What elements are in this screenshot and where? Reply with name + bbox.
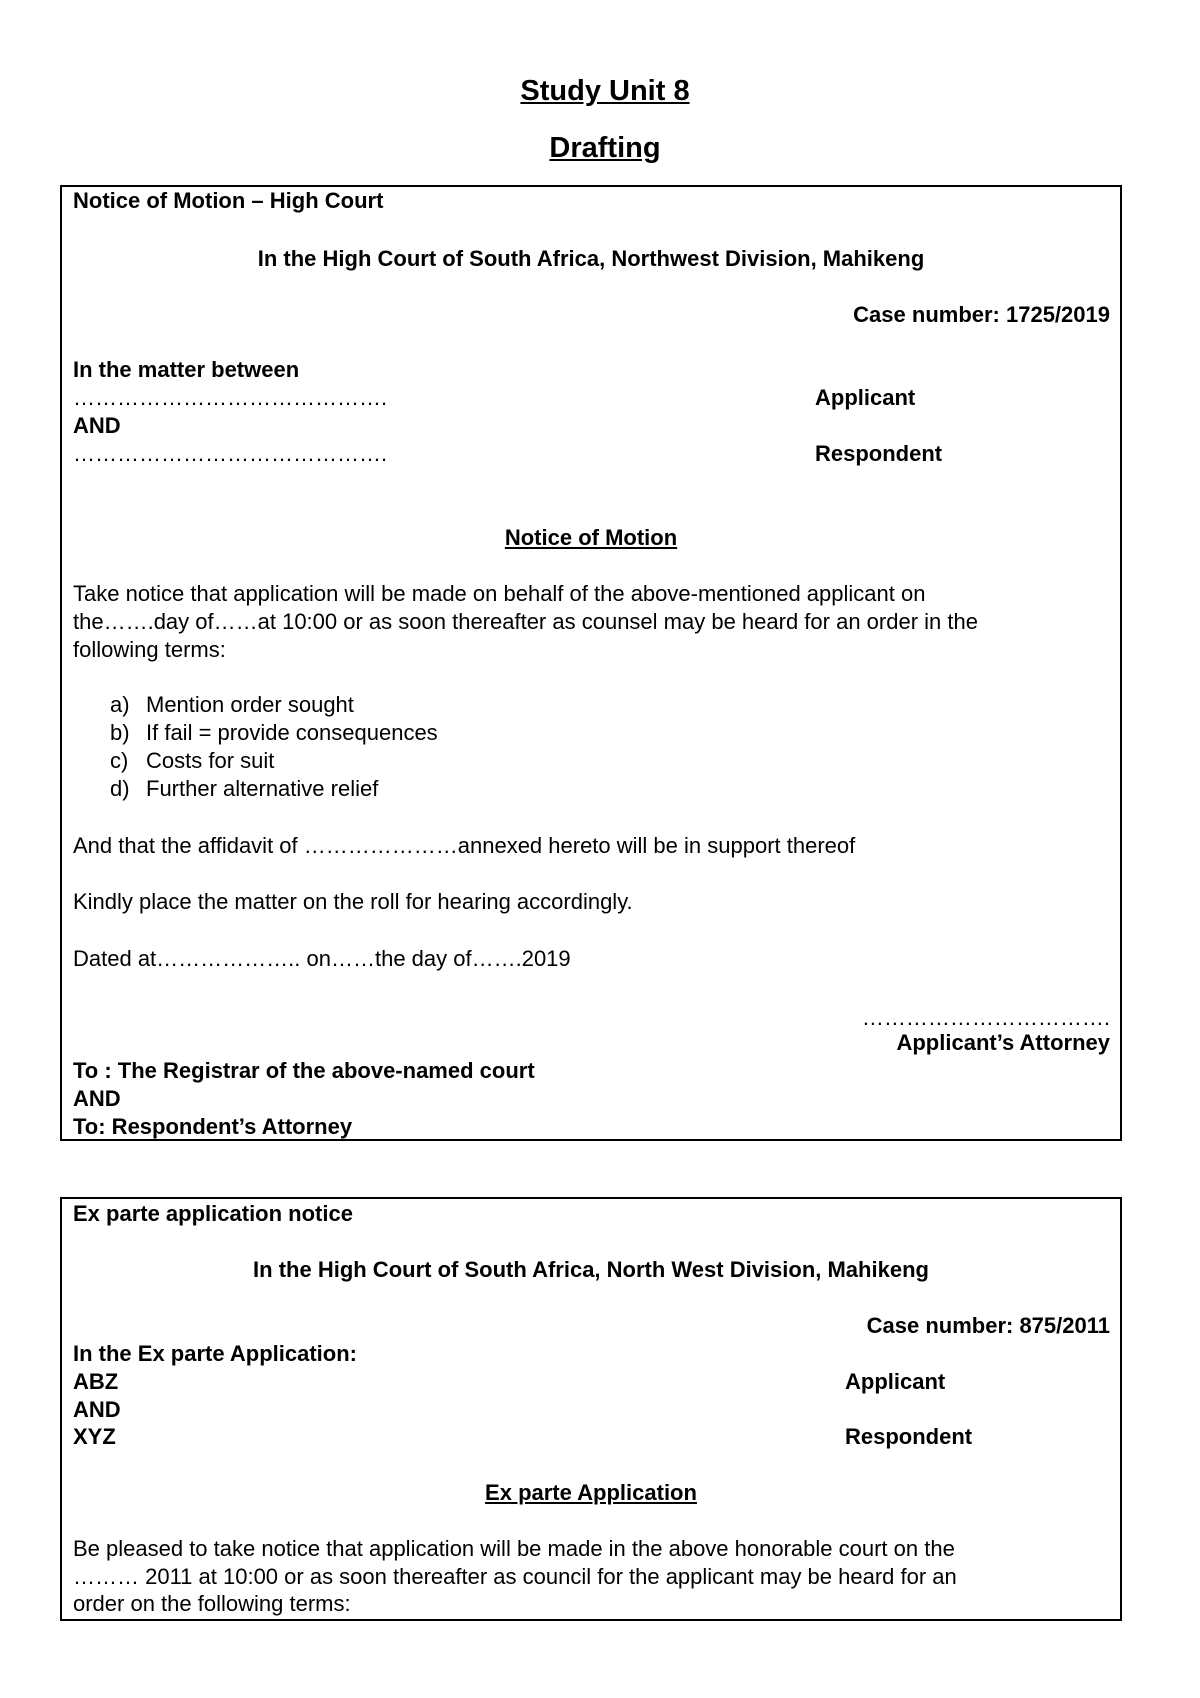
dated-line: Dated at……………….. on……the day of…….2019 <box>73 946 571 971</box>
applicant-blank: ……………………………………. <box>73 385 388 410</box>
order-marker: c) <box>110 748 129 773</box>
order-text: Costs for suit <box>146 748 275 773</box>
respondent-label: Respondent <box>845 1424 973 1449</box>
order-text: Mention order sought <box>146 692 354 717</box>
order-marker: b) <box>110 720 130 745</box>
matter-between: In the matter between <box>73 357 300 382</box>
intro-line: Take notice that application will be made on behalf of the above-mentioned applicant on <box>73 581 926 606</box>
order-marker: a) <box>110 692 130 717</box>
page-title: Study Unit 8 <box>520 75 690 107</box>
applicant-name: ABZ <box>73 1369 119 1394</box>
notice-of-motion-label: Notice of Motion – High Court <box>73 188 384 213</box>
case-number: Case number: 875/2011 <box>866 1313 1110 1338</box>
to-registrar: To : The Registrar of the above-named court <box>73 1058 535 1083</box>
signature-blank: ……………………………. <box>861 1005 1110 1030</box>
and-label: AND <box>73 1086 121 1111</box>
roll-line: Kindly place the matter on the roll for hearing accordingly. <box>73 889 633 914</box>
ex-parte-label: Ex parte application notice <box>73 1201 353 1226</box>
intro-line: Be pleased to take notice that application will be made in the above honorable court on the <box>73 1536 955 1561</box>
order-marker: d) <box>110 776 130 801</box>
application-in: In the Ex parte Application: <box>73 1341 357 1366</box>
respondent-blank: ……………………………………. <box>73 441 388 466</box>
to-respondent: To: Respondent’s Attorney <box>73 1114 353 1139</box>
affidavit-line: And that the affidavit of …………………annexed hereto will be in support thereof <box>73 833 856 858</box>
intro-line: the…….day of……at 10:00 or as soon thereafter as counsel may be heard for an order in the <box>73 609 978 634</box>
intro-line: following terms: <box>73 637 226 662</box>
and-label: AND <box>73 1397 121 1422</box>
intro-line: order on the following terms: <box>73 1591 351 1616</box>
court-heading: In the High Court of South Africa, Northwest Division, Mahikeng <box>257 246 925 271</box>
section-title: Ex parte Application <box>485 1480 697 1505</box>
respondent-label: Respondent <box>815 441 943 466</box>
notice-of-motion-box <box>60 185 1122 1141</box>
intro-line: ……… 2011 at 10:00 or as soon thereafter as council for the applicant may be heard for an <box>73 1564 957 1589</box>
page-subtitle: Drafting <box>549 132 661 164</box>
applicant-label: Applicant <box>815 385 916 410</box>
case-number: Case number: 1725/2019 <box>853 302 1110 327</box>
section-title: Notice of Motion <box>504 525 678 550</box>
order-text: Further alternative relief <box>146 776 379 801</box>
and-label: AND <box>73 413 121 438</box>
respondent-name: XYZ <box>73 1424 116 1449</box>
signature-label: Applicant’s Attorney <box>896 1030 1110 1055</box>
applicant-label: Applicant <box>845 1369 946 1394</box>
court-heading: In the High Court of South Africa, North West Division, Mahikeng <box>253 1257 929 1282</box>
order-text: If fail = provide consequences <box>146 720 438 745</box>
